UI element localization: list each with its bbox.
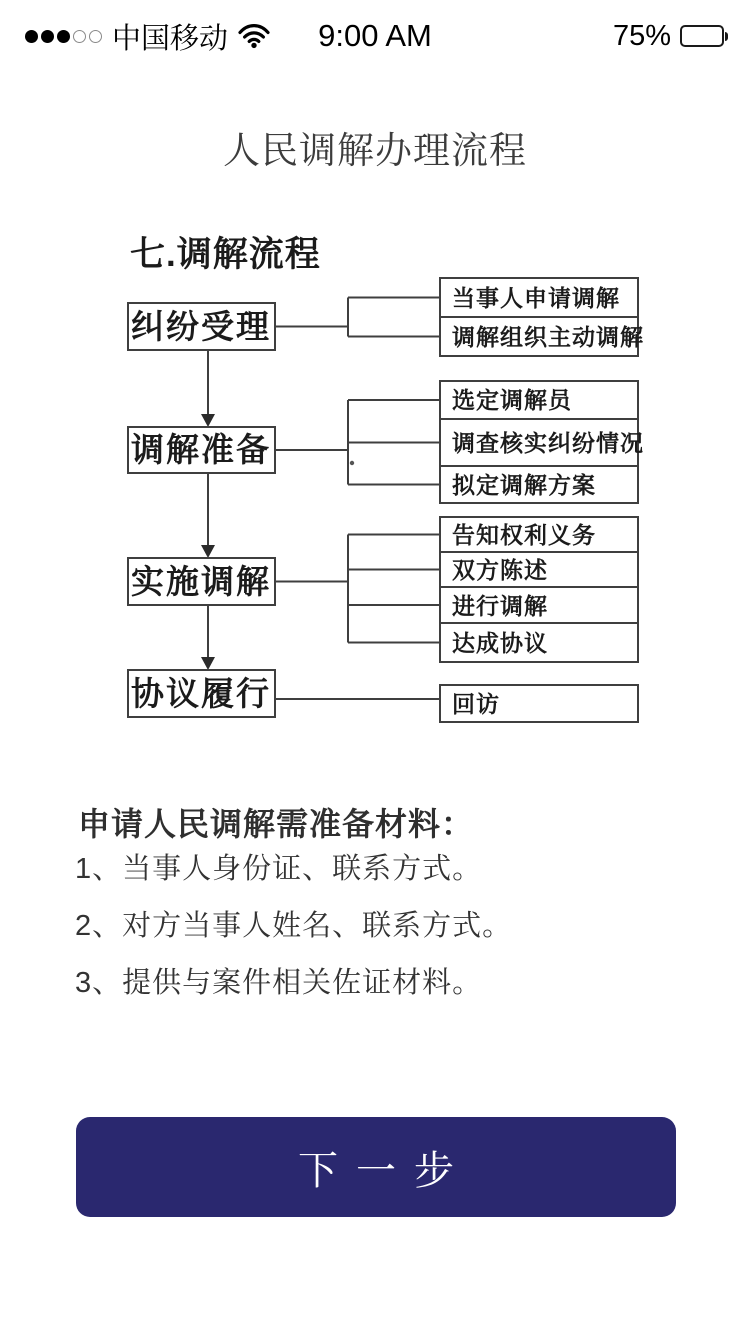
next-step-button[interactable] <box>76 1117 676 1217</box>
flow-substep-label: 调解组织主动调解 <box>452 324 644 350</box>
flow-substep-label: 选定调解员 <box>452 387 572 413</box>
flow-connectors <box>201 298 440 700</box>
flow-steps <box>128 303 275 717</box>
carrier-label: 中国移动 <box>112 22 229 55</box>
flow-substeps <box>440 278 644 722</box>
flow-substep-label: 回访 <box>452 691 500 717</box>
flowchart-heading: 七.调解流程 <box>130 235 321 274</box>
materials-item-3: 3、提供与案件相关佐证材料。 <box>75 967 483 999</box>
battery-percent-label: 75% <box>612 19 671 52</box>
page-title: 人民调解办理流程 <box>223 130 527 171</box>
stray-dot <box>350 461 354 465</box>
flow-substep-label: 调查核实纠纷情况 <box>452 430 644 456</box>
flow-step-label-4: 协议履行 <box>131 675 271 712</box>
materials-heading: 申请人民调解需准备材料： <box>78 806 475 842</box>
flow-step-label-3: 实施调解 <box>131 563 271 600</box>
mediation-flowchart <box>0 220 750 740</box>
flow-substep-label: 进行调解 <box>452 593 548 619</box>
flow-substep-label: 告知权利义务 <box>452 522 596 548</box>
flow-step-label-1: 纠纷受理 <box>131 308 271 345</box>
status-bar <box>0 14 750 58</box>
flow-substep-label: 拟定调解方案 <box>452 472 596 498</box>
flow-substep-label: 当事人申请调解 <box>452 285 620 311</box>
materials-item-2: 2、对方当事人姓名、联系方式。 <box>75 910 513 942</box>
flow-substep-label: 达成协议 <box>452 630 548 656</box>
status-right <box>613 14 728 58</box>
clock-label: 9:00 AM <box>318 18 432 53</box>
flow-substep-label: 双方陈述 <box>452 557 548 583</box>
materials-list <box>75 852 512 1023</box>
battery-icon <box>680 25 728 47</box>
flow-step-label-2: 调解准备 <box>131 431 271 468</box>
materials-item-1: 1、当事人身份证、联系方式。 <box>75 853 483 885</box>
next-step-button-label: 下一步 <box>298 1148 472 1193</box>
